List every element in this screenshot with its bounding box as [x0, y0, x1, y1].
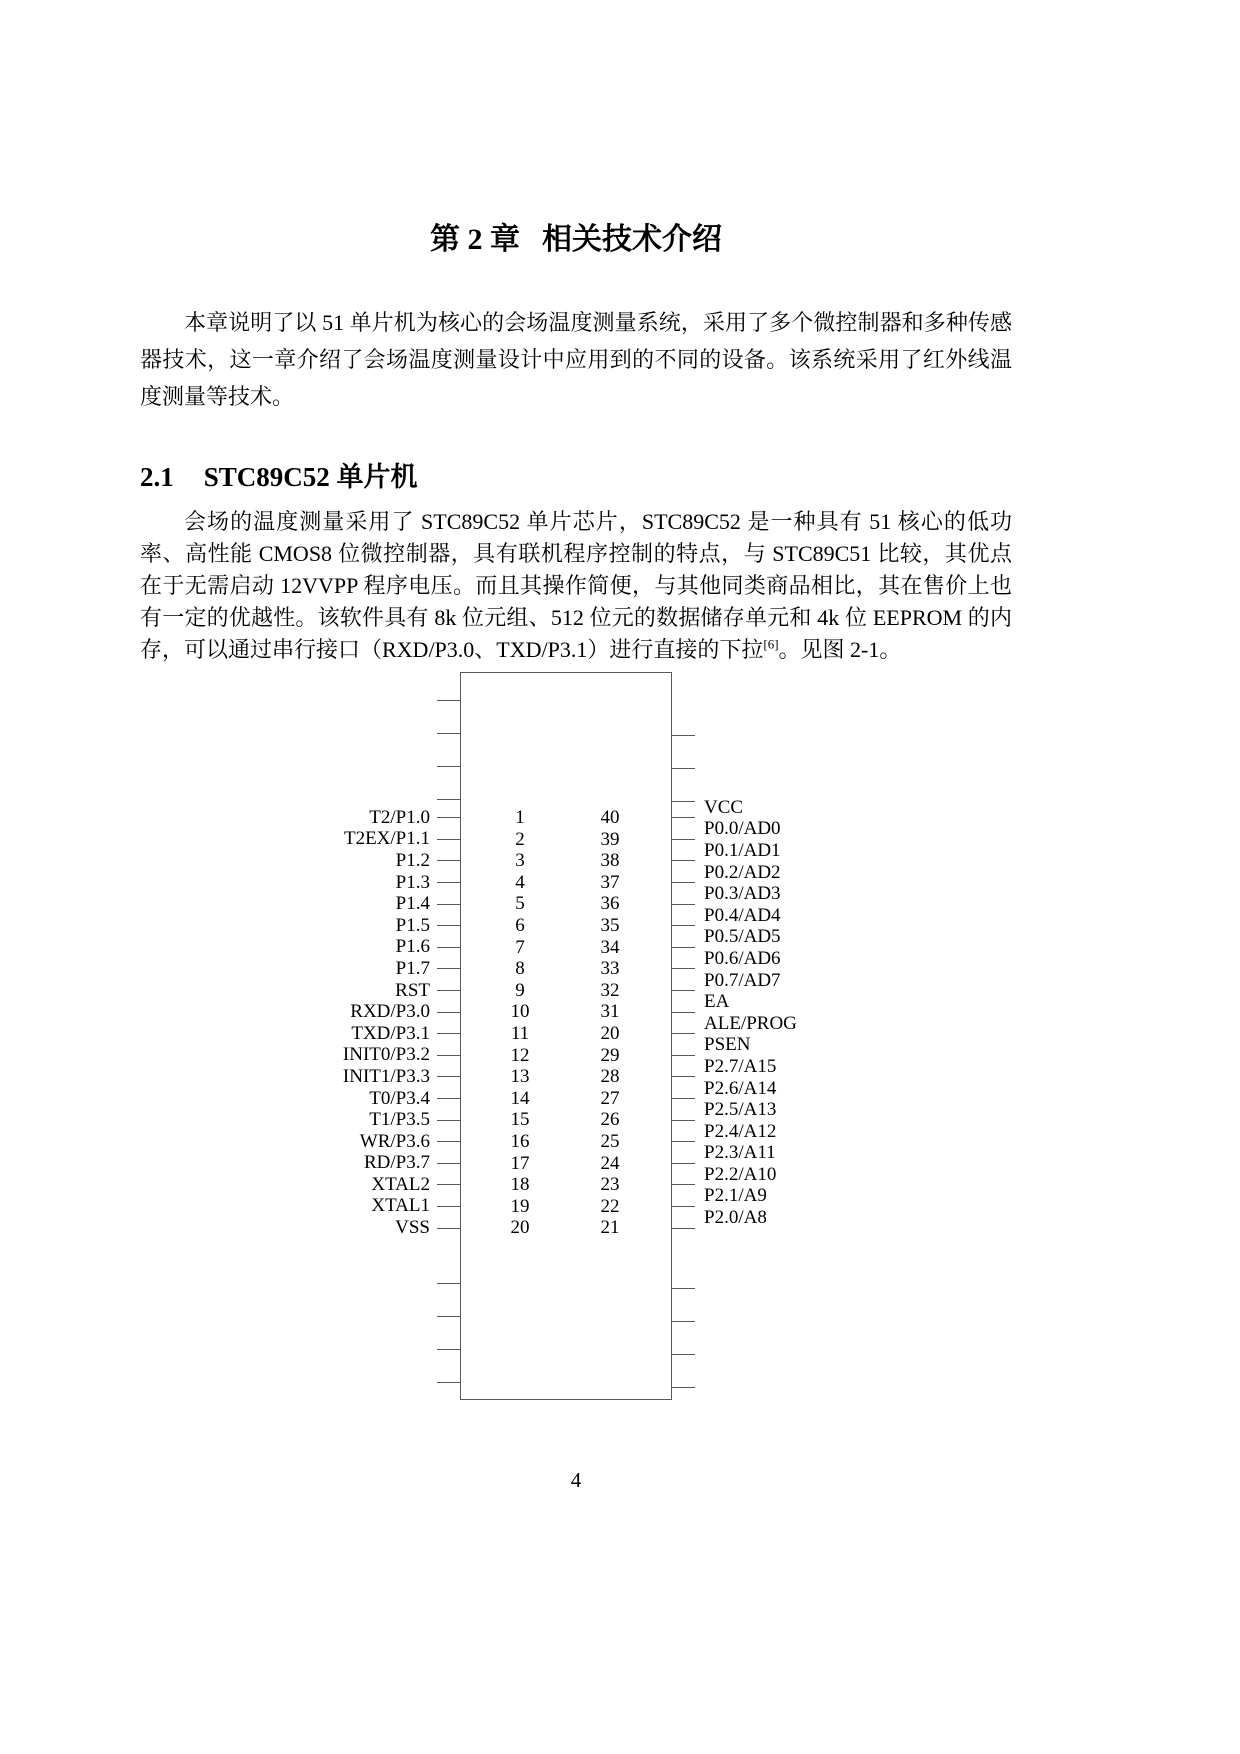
pin-label: P0.2/AD2	[704, 861, 781, 883]
pin-label: P2.5/A13	[704, 1099, 777, 1121]
section-paragraph	[140, 506, 1012, 666]
unlabeled-pin-stub	[437, 766, 460, 767]
left-pin-row	[140, 980, 460, 1002]
pin-label: RD/P3.7	[364, 1152, 430, 1174]
pin-stub-line	[437, 968, 460, 969]
left-pin-numbers	[498, 807, 542, 1239]
pin-stub-line	[437, 947, 460, 948]
left-pin-row	[140, 1066, 460, 1088]
left-pin-row	[140, 1109, 460, 1131]
pin-stub-line	[672, 990, 695, 991]
right-pin-labels	[672, 796, 1012, 1239]
pin-label: P1.5	[395, 914, 430, 936]
left-pin-row	[140, 850, 460, 872]
pin-label: P2.7/A15	[704, 1055, 777, 1077]
pin-label: P1.7	[395, 957, 430, 979]
pin-number: 2	[515, 828, 525, 850]
citation-marker: [6]	[763, 636, 779, 652]
pin-stub-line	[672, 1012, 695, 1013]
pin-number: 3	[515, 850, 525, 872]
pin-stub-line	[672, 817, 695, 818]
unlabeled-pin-stub	[437, 733, 460, 734]
pin-label: P0.1/AD1	[704, 839, 781, 861]
unlabeled-pin-stub	[437, 1382, 460, 1383]
pin-stub-line	[672, 1033, 695, 1034]
pin-number: 35	[600, 914, 620, 936]
pin-stub-line	[672, 1141, 695, 1142]
pin-number: 26	[600, 1109, 620, 1131]
pin-number: 10	[510, 1001, 530, 1023]
unlabeled-pin-stub	[672, 1354, 695, 1355]
unlabeled-pin-stub	[437, 1316, 460, 1317]
pin-label: P0.5/AD5	[704, 926, 781, 948]
pin-label: XTAL2	[371, 1173, 430, 1195]
pin-number: 20	[600, 1022, 620, 1044]
pin-stub-line	[437, 860, 460, 861]
pin-stub-line	[437, 1033, 460, 1034]
unlabeled-pin-stub	[672, 735, 695, 736]
left-pin-row	[140, 1196, 460, 1218]
pin-label: T2EX/P1.1	[343, 828, 430, 850]
pin-stub-line	[437, 925, 460, 926]
pin-stub-line	[437, 1098, 460, 1099]
pin-label: P0.7/AD7	[704, 969, 781, 991]
chapter-number: 第 2 章	[430, 223, 520, 256]
pin-number: 12	[510, 1044, 530, 1066]
pin-number: 17	[510, 1152, 530, 1174]
unlabeled-pin-stub	[672, 1387, 695, 1388]
left-pin-labels	[140, 807, 460, 1239]
pin-stub-line	[437, 839, 460, 840]
pin-stub-line	[672, 1228, 695, 1229]
pin-number: 38	[600, 850, 620, 872]
pin-number: 31	[600, 1001, 620, 1023]
left-pin-row	[140, 872, 460, 894]
pin-stub-line	[672, 1206, 695, 1207]
pin-number: 20	[510, 1217, 530, 1239]
pin-stub-line	[437, 1184, 460, 1185]
left-pin-row	[140, 1001, 460, 1023]
pin-label: T2/P1.0	[369, 806, 430, 828]
pin-number: 22	[600, 1195, 620, 1217]
pin-stub-line	[437, 1120, 460, 1121]
pin-stub-line	[672, 904, 695, 905]
left-pin-row	[140, 1131, 460, 1153]
left-pin-row	[140, 1045, 460, 1067]
pin-number: 23	[600, 1174, 620, 1196]
pin-label: T1/P3.5	[369, 1109, 430, 1131]
pin-stub-line	[437, 1163, 460, 1164]
pin-stub-line	[672, 1120, 695, 1121]
pin-label: P1.2	[395, 849, 430, 871]
section-number: 2.1	[140, 462, 174, 492]
pin-label: VSS	[395, 1217, 430, 1239]
pin-number: 11	[510, 1022, 530, 1044]
pin-stub-line	[437, 1228, 460, 1229]
section-paragraph-tail: 。见图 2-1。	[778, 637, 902, 662]
left-pin-row	[140, 893, 460, 915]
pin-stub-line	[437, 904, 460, 905]
pin-number: 16	[510, 1130, 530, 1152]
left-pin-row	[140, 807, 460, 829]
pin-number: 25	[600, 1130, 620, 1152]
pin-stub-line	[672, 925, 695, 926]
pin-stub-line	[672, 860, 695, 861]
pin-stub-line	[672, 1055, 695, 1056]
pin-label: RST	[395, 979, 430, 1001]
pin-label: VCC	[704, 796, 744, 818]
left-pin-row	[140, 829, 460, 851]
unlabeled-pin-stub	[672, 1321, 695, 1322]
intro-paragraph: 本章说明了以 51 单片机为核心的会场温度测量系统，采用了多个微控制器和多种传感器技术，这一章介绍了会场温度测量设计中应用到的不同的设备。该系统采用了红外线温度测量等技术。	[140, 310, 1012, 409]
pin-label: P0.6/AD6	[704, 947, 781, 969]
pin-number: 18	[510, 1174, 530, 1196]
pin-number: 15	[510, 1109, 530, 1131]
pin-stub-line	[437, 882, 460, 883]
pin-number: 29	[600, 1044, 620, 1066]
pin-label: EA	[704, 991, 730, 1013]
left-pin-row	[140, 937, 460, 959]
chapter-title	[140, 222, 1012, 258]
pin-label: TXD/P3.1	[351, 1022, 430, 1044]
pin-number: 6	[515, 914, 525, 936]
pin-number: 37	[600, 871, 620, 893]
pin-number: 1	[515, 807, 525, 828]
pin-stub-line	[672, 968, 695, 969]
pin-number: 27	[600, 1087, 620, 1109]
text-block	[140, 0, 1012, 1417]
pin-number: 7	[515, 936, 525, 958]
pin-stub-line	[437, 817, 460, 818]
pin-label: ALE/PROG	[704, 1012, 797, 1034]
pin-number: 8	[515, 958, 525, 980]
left-pin-row	[140, 1217, 460, 1239]
pin-label: P1.6	[395, 936, 430, 958]
unlabeled-pin-stub	[672, 768, 695, 769]
right-pin-row	[672, 1207, 1012, 1239]
pin-stub-line	[672, 947, 695, 948]
pin-number: 21	[600, 1217, 620, 1239]
section-title-text: STC89C52 单片机	[203, 462, 418, 492]
pin-label: P0.3/AD3	[704, 883, 781, 905]
unlabeled-pin-stub	[437, 700, 460, 701]
pin-label: P2.4/A12	[704, 1120, 777, 1142]
pin-stub-line	[437, 1141, 460, 1142]
left-pin-row	[140, 1023, 460, 1045]
pin-label: T0/P3.4	[369, 1087, 430, 1109]
pin-number: 5	[515, 893, 525, 915]
pin-stub-line	[672, 1098, 695, 1099]
pin-number: 24	[600, 1152, 620, 1174]
section-paragraph-text: 会场的温度测量采用了 STC89C52 单片芯片，STC89C52 是一种具有 51 核心的低功率、高性能 CMOS8 位微控制器，具有联机程序控制的特点，与 STC89C51 比较，其优点在于无需启动 12VVPP 程序电压。而且其操作简便，与其他同类商品相比，其在售价上也有一定的优越性。该软件具有 8k 位元组、512 位元的数据储存单元和 4k 位 EEPROM 的内存，可以通过串行接口（RXD/P3.0、TXD/P3.1）进行直接的下拉	[140, 509, 1012, 662]
pin-label: P2.2/A10	[704, 1163, 777, 1185]
pin-number: 19	[510, 1195, 530, 1217]
pin-number: 32	[600, 979, 620, 1001]
pin-label: INIT1/P3.3	[342, 1065, 430, 1087]
pin-stub-line	[672, 1184, 695, 1185]
pin-label: P1.4	[395, 893, 430, 915]
pin-stub-line	[437, 1076, 460, 1077]
left-pin-row	[140, 1174, 460, 1196]
pin-number: 36	[600, 893, 620, 915]
unlabeled-pin-stub	[437, 799, 460, 800]
pin-number: 13	[510, 1066, 530, 1088]
section-heading	[140, 460, 1012, 494]
pin-number: 14	[510, 1087, 530, 1109]
pin-number: 28	[600, 1066, 620, 1088]
left-pin-row	[140, 1088, 460, 1110]
page-number: 4	[570, 1468, 582, 1492]
left-pin-row	[140, 915, 460, 937]
pin-label: XTAL1	[371, 1195, 430, 1217]
pin-number: 4	[515, 871, 525, 893]
pin-label: INIT0/P3.2	[342, 1044, 430, 1066]
unlabeled-pin-stub	[672, 1288, 695, 1289]
pin-label: P2.3/A11	[704, 1142, 776, 1164]
pin-label: P1.3	[395, 871, 430, 893]
chapter-title-text: 相关技术介绍	[542, 223, 722, 256]
pin-number: 33	[600, 958, 620, 980]
pin-label: P2.6/A14	[704, 1077, 777, 1099]
pin-stub-line	[672, 882, 695, 883]
pin-stub-line	[672, 839, 695, 840]
unlabeled-pin-stub	[672, 801, 695, 802]
pin-number: 9	[515, 979, 525, 1001]
pin-label: PSEN	[704, 1034, 751, 1056]
pin-stub-line	[437, 1055, 460, 1056]
right-pin-numbers	[588, 807, 632, 1239]
pin-number: 39	[600, 828, 620, 850]
pin-number: 34	[600, 936, 620, 958]
unlabeled-pin-stub	[437, 1283, 460, 1284]
unlabeled-pin-stub	[437, 1349, 460, 1350]
pin-label: WR/P3.6	[359, 1130, 430, 1152]
pin-label: RXD/P3.0	[350, 1001, 430, 1023]
chip-body	[460, 672, 672, 1400]
pin-label: P0.4/AD4	[704, 904, 781, 926]
pin-stub-line	[437, 1206, 460, 1207]
pin-stub-line	[672, 1163, 695, 1164]
pin-stub-line	[437, 1012, 460, 1013]
pin-label: P2.0/A8	[704, 1207, 767, 1229]
left-pin-row	[140, 1153, 460, 1175]
pin-label: P0.0/AD0	[704, 818, 781, 840]
chip-pinout-figure	[140, 672, 1012, 1417]
pin-stub-line	[672, 1076, 695, 1077]
pin-label: P2.1/A9	[704, 1185, 767, 1207]
pin-number: 40	[600, 807, 620, 828]
pin-stub-line	[437, 990, 460, 991]
left-pin-row	[140, 958, 460, 980]
